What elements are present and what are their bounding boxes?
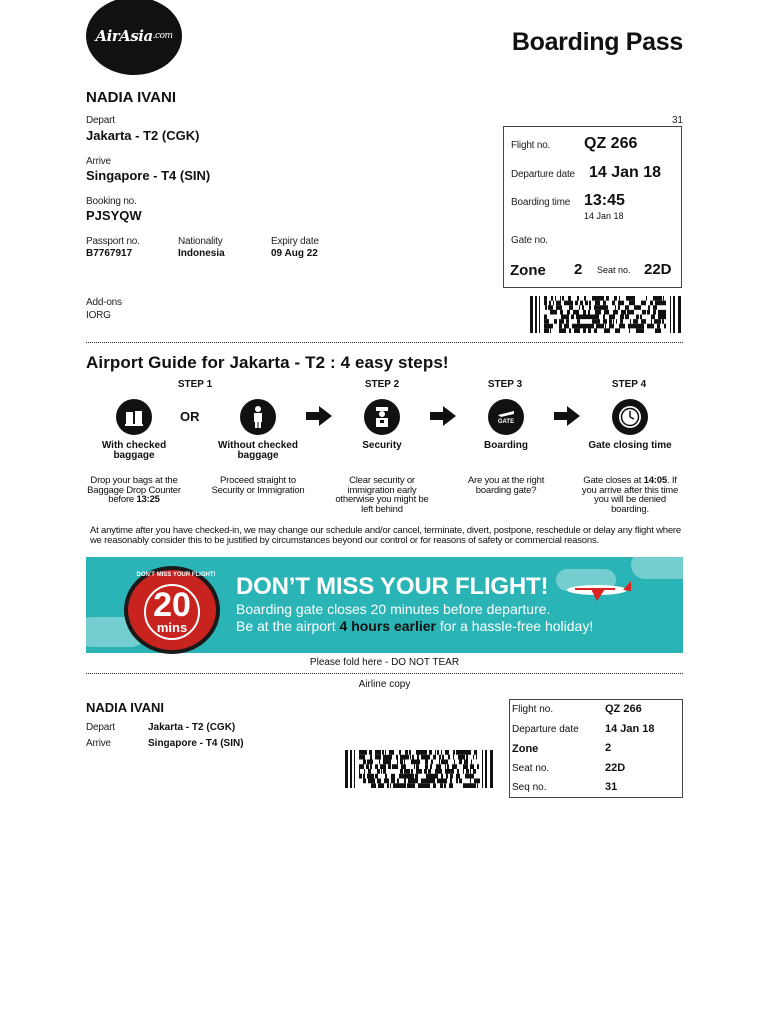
copy-passenger-name: NADIA IVANI (86, 700, 164, 715)
cloud-shape (631, 557, 683, 579)
gate-label: Gate no. (511, 235, 548, 246)
flight-value: QZ 266 (584, 135, 638, 152)
passenger-name: NADIA IVANI (86, 89, 176, 106)
badge-number: 20 (153, 586, 191, 624)
step-3-caption: Boarding (484, 440, 528, 451)
step-3-description: Are you at the right boarding gate? (467, 475, 545, 496)
disclaimer-note: At anytime after you have checked-in, we may change our schedule and/or cancel, terminate, divert, postpone, reschedule or delay any flight where we reasonably consider this to be justified by circumstances beyond our control or for reasons of safety or commercial reasons. (90, 525, 681, 546)
or-text: OR (180, 409, 200, 424)
seat-label: Seat no. (597, 265, 631, 275)
arrive-label: Arrive (86, 156, 111, 167)
gate-icon-text: GATE (497, 418, 515, 425)
step-1-description: Drop your bags at the Baggage Drop Counter before 13:25 (87, 475, 181, 505)
banner-title: DON’T MISS YOUR FLIGHT! (236, 573, 549, 600)
nationality-label: Nationality (178, 236, 223, 247)
step-3-label: STEP 3 (487, 379, 523, 390)
sequence-number: 31 (672, 115, 683, 126)
divider (86, 342, 683, 343)
20-mins-badge (124, 566, 220, 654)
copy-row-date: Departure date 14 Jan 18 (512, 722, 655, 735)
boarding-time-label: Boarding time (511, 197, 571, 208)
booking-label: Booking no. (86, 196, 137, 207)
addons-value: IORG (86, 310, 111, 321)
flight-info-box (503, 126, 682, 288)
airasia-logo (86, 0, 182, 75)
zone-label: Zone (510, 262, 546, 279)
copy-row-flight: Flight no. QZ 266 (512, 703, 642, 715)
depart-value: Jakarta - T2 (CGK) (86, 128, 200, 143)
addons-label: Add-ons (86, 297, 122, 308)
luggage-icon (116, 399, 152, 435)
zone-value: 2 (574, 261, 583, 278)
copy-barcode (345, 750, 494, 788)
boarding-time-value: 13:45 (584, 192, 625, 209)
airline-copy-label: Airline copy (358, 679, 411, 690)
airplane-icon (561, 577, 631, 608)
step-4-caption: Gate closing time (588, 440, 672, 451)
copy-arrive-label: Arrive (86, 738, 111, 749)
arrive-value: Singapore - T4 (SIN) (86, 168, 211, 183)
copy-arrive-value: Singapore - T4 (SIN) (148, 738, 244, 749)
badge-ring-text: DON'T MISS YOUR FLIGHT! (136, 572, 216, 578)
banner-line-1: Boarding gate closes 20 minutes before departure. (236, 601, 551, 617)
copy-row-seat: Seat no. 22D (512, 761, 626, 774)
arrow-icon (554, 406, 580, 431)
logo-text: AirAsia (95, 27, 153, 45)
passport-value: B7767917 (86, 248, 133, 259)
step-4-label: STEP 4 (611, 379, 647, 390)
copy-flight-box (509, 699, 683, 798)
step-1b-description: Proceed straight to Security or Immigration (211, 475, 305, 496)
step-1-label: STEP 1 (177, 379, 213, 390)
departure-date-value: 14 Jan 18 (589, 164, 662, 181)
clock-icon (612, 399, 648, 435)
badge-unit: mins (156, 620, 188, 635)
copy-depart-label: Depart (86, 722, 115, 733)
page-title: Boarding Pass (511, 28, 683, 56)
step-2-caption: Security (362, 440, 402, 451)
logo-suffix: .com (152, 31, 173, 41)
fold-line (86, 673, 683, 674)
expiry-value: 09 Aug 22 (271, 248, 318, 259)
arrow-icon (306, 406, 332, 431)
step-2-description: Clear security or immigration early otherwise you might be left behind (335, 475, 429, 515)
person-icon (240, 399, 276, 435)
barcode (530, 296, 682, 333)
nationality-value: Indonesia (178, 248, 225, 259)
step-2-label: STEP 2 (364, 379, 400, 390)
guide-title: Airport Guide for Jakarta - T2 : 4 easy steps! (86, 353, 449, 372)
copy-row-seq: Seq no. 31 (512, 781, 618, 793)
copy-row-zone: Zone 2 (512, 742, 612, 755)
departure-date-label: Departure date (511, 169, 575, 180)
step-1-caption: With checked baggage (101, 440, 167, 461)
fold-instruction: Please fold here - DO NOT TEAR (309, 657, 460, 668)
security-officer-icon (364, 399, 400, 435)
step-4-description: Gate closes at 14:05. If you arrive after this time you will be denied boarding. (581, 475, 679, 515)
flight-label: Flight no. (511, 140, 551, 151)
boarding-date-value: 14 Jan 18 (584, 211, 624, 221)
copy-depart-value: Jakarta - T2 (CGK) (148, 722, 236, 733)
expiry-label: Expiry date (271, 236, 319, 247)
depart-label: Depart (86, 115, 115, 126)
step-1b-caption: Without checked baggage (218, 440, 298, 461)
booking-value: PJSYQW (86, 208, 142, 223)
banner-line-2: Be at the airport 4 hours earlier for a hassle-free holiday! (236, 618, 594, 634)
passport-label: Passport no. (86, 236, 140, 247)
seat-value: 22D (644, 261, 672, 278)
gate-icon (488, 399, 524, 435)
arrow-icon (430, 406, 456, 431)
